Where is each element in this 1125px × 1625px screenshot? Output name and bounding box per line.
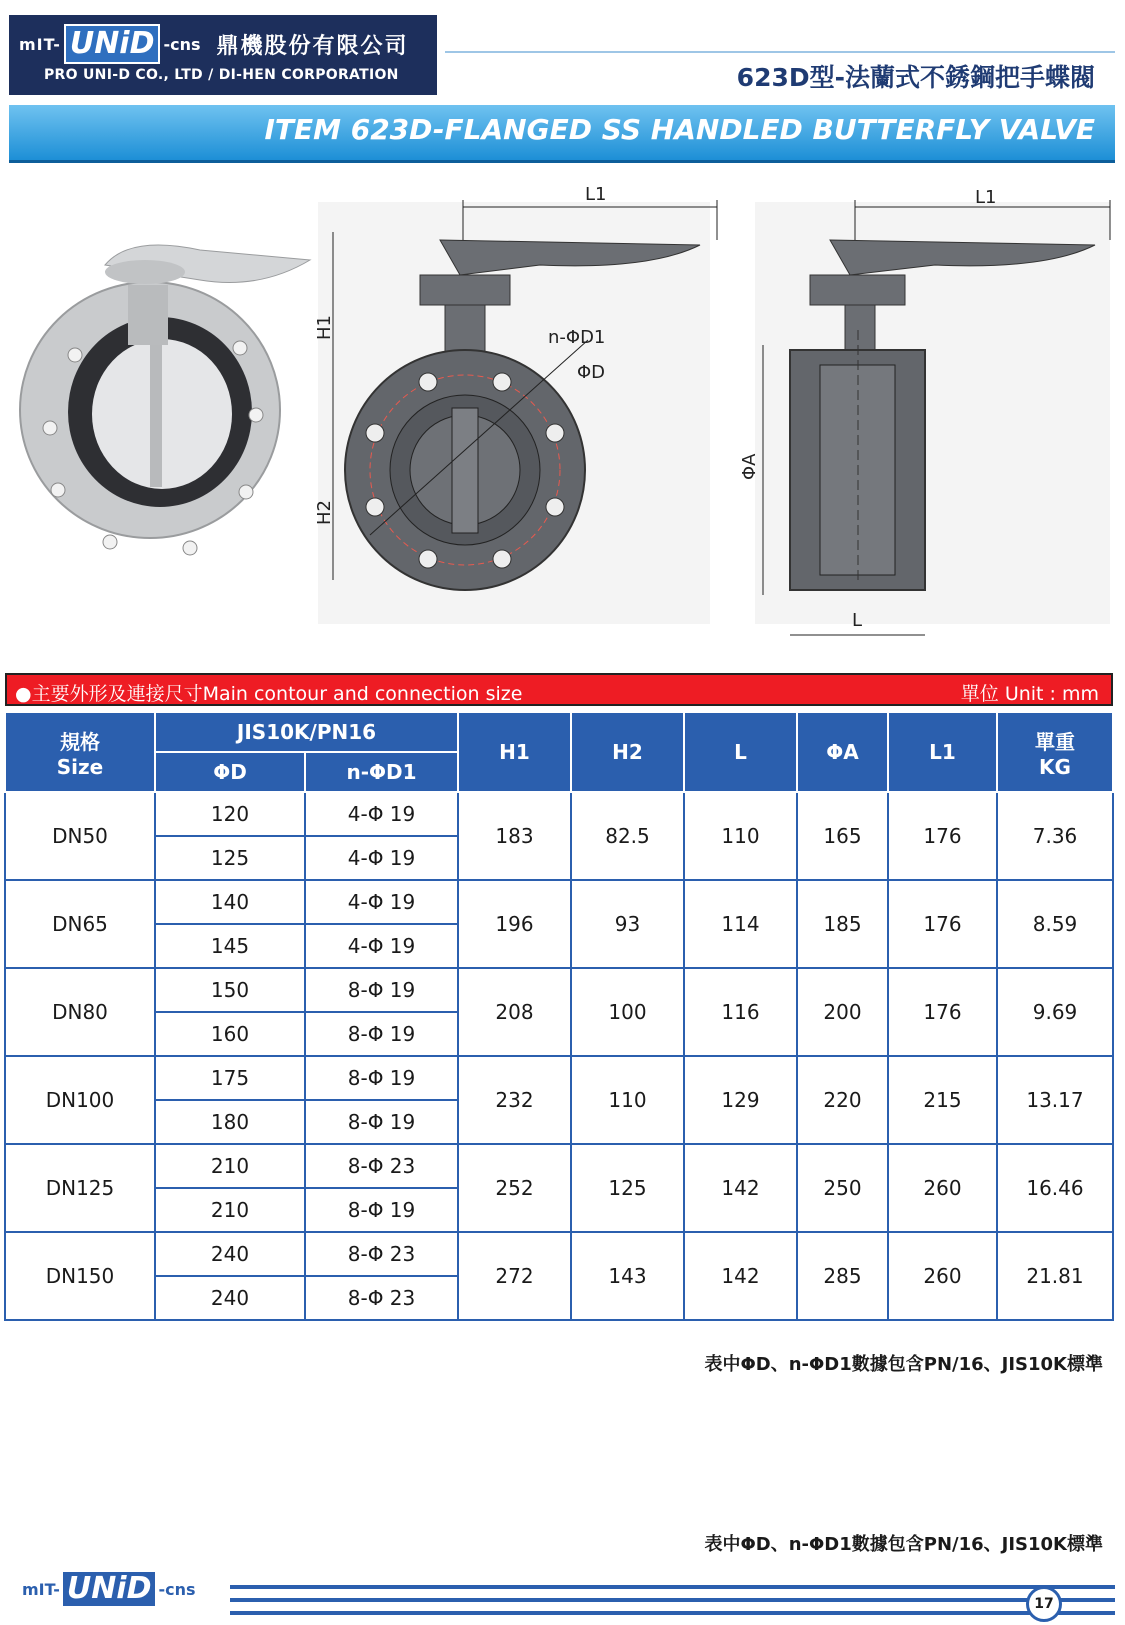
spec-table <box>4 711 1114 1321</box>
cell-l: 114 <box>684 880 797 968</box>
th-size <box>5 712 155 792</box>
page-title-en: ITEM 623D-FLANGED SS HANDLED BUTTERFLY VALVE <box>264 113 1095 146</box>
table-row <box>5 880 1113 924</box>
dim-nd1: n-ΦD1 <box>548 327 606 348</box>
cell-l1: 176 <box>888 880 997 968</box>
section-bar <box>5 673 1113 706</box>
th-h2: H2 <box>571 712 684 792</box>
cell-kg: 16.46 <box>997 1144 1113 1232</box>
cell-size: DN150 <box>5 1232 155 1320</box>
cell-kg: 21.81 <box>997 1232 1113 1320</box>
cell-size: DN65 <box>5 880 155 968</box>
cell-l: 142 <box>684 1232 797 1320</box>
footer-logo-cns: -cns <box>158 1579 196 1599</box>
footer-line-bottom <box>230 1611 1115 1615</box>
cell-a: 200 <box>797 968 888 1056</box>
footer-logo-mit: mIT- <box>22 1579 60 1599</box>
cell-a: 220 <box>797 1056 888 1144</box>
cell-d: 145 <box>155 924 305 968</box>
cell-d: 180 <box>155 1100 305 1144</box>
cell-nd1: 8-Φ 23 <box>305 1232 458 1276</box>
cell-d: 150 <box>155 968 305 1012</box>
company-logo-block <box>9 15 437 95</box>
logo-unid: UNiD <box>64 24 161 64</box>
th-std: JIS10K/PN16 <box>155 712 458 752</box>
company-name-en: PRO UNI-D CO., LTD / DI-HEN CORPORATION <box>44 67 399 83</box>
cell-d: 125 <box>155 836 305 880</box>
cell-d: 240 <box>155 1232 305 1276</box>
cell-h2: 93 <box>571 880 684 968</box>
cell-l: 110 <box>684 792 797 880</box>
cell-h2: 143 <box>571 1232 684 1320</box>
cell-nd1: 4-Φ 19 <box>305 792 458 836</box>
th-nd1: n-ΦD1 <box>305 752 458 792</box>
th-h1: H1 <box>458 712 571 792</box>
cell-d: 160 <box>155 1012 305 1056</box>
th-kg-en: KG <box>1039 754 1071 779</box>
company-name-cn: 鼎機股份有限公司 <box>216 33 409 59</box>
table-note: 表中ΦD、n-ΦD1數據包含PN/16、JIS10K標準 <box>704 1354 1103 1375</box>
cell-kg: 13.17 <box>997 1056 1113 1144</box>
cell-h1: 252 <box>458 1144 571 1232</box>
cell-l1: 215 <box>888 1056 997 1144</box>
dim-l1-front: L1 <box>585 184 607 205</box>
dim-h1: H1 <box>314 315 335 340</box>
table-row <box>5 968 1113 1012</box>
cell-nd1: 8-Φ 19 <box>305 1100 458 1144</box>
logo-mit: mIT- <box>19 34 61 54</box>
cell-h1: 196 <box>458 880 571 968</box>
cell-h1: 232 <box>458 1056 571 1144</box>
cell-a: 165 <box>797 792 888 880</box>
footer-line-top <box>230 1585 1115 1589</box>
cell-a: 250 <box>797 1144 888 1232</box>
company-logo <box>19 24 409 64</box>
section-title: ●主要外形及連接尺寸Main contour and connection size <box>15 683 523 705</box>
th-kg-cn: 單重 <box>1035 729 1075 754</box>
th-d: ΦD <box>155 752 305 792</box>
cell-nd1: 8-Φ 19 <box>305 1056 458 1100</box>
cell-d: 240 <box>155 1276 305 1320</box>
cell-nd1: 8-Φ 19 <box>305 1188 458 1232</box>
cell-kg: 7.36 <box>997 792 1113 880</box>
cell-h1: 208 <box>458 968 571 1056</box>
cell-size: DN100 <box>5 1056 155 1144</box>
product-figures <box>0 180 1125 650</box>
th-a: ΦA <box>797 712 888 792</box>
table-row <box>5 792 1113 836</box>
cell-kg: 8.59 <box>997 880 1113 968</box>
cell-nd1: 8-Φ 23 <box>305 1276 458 1320</box>
cell-size: DN50 <box>5 792 155 880</box>
cell-d: 210 <box>155 1188 305 1232</box>
cell-nd1: 4-Φ 19 <box>305 836 458 880</box>
logo-cns: -cns <box>163 34 201 54</box>
footer-line-mid <box>230 1598 1115 1602</box>
th-size-en: Size <box>56 754 104 779</box>
cell-nd1: 4-Φ 19 <box>305 880 458 924</box>
dim-l1-side: L1 <box>975 187 997 208</box>
cell-l1: 260 <box>888 1144 997 1232</box>
th-kg <box>997 712 1113 792</box>
table-row <box>5 1232 1113 1276</box>
cell-l1: 176 <box>888 792 997 880</box>
page-number: 17 <box>1026 1586 1062 1622</box>
dim-phid: ΦD <box>577 362 606 383</box>
cell-nd1: 8-Φ 19 <box>305 968 458 1012</box>
cell-nd1: 8-Φ 23 <box>305 1144 458 1188</box>
cell-size: DN80 <box>5 968 155 1056</box>
page-title-cn: 623D型-法蘭式不銹鋼把手蝶閥 <box>736 63 1095 92</box>
th-l1: L1 <box>888 712 997 792</box>
cell-h1: 183 <box>458 792 571 880</box>
dim-phia: ΦA <box>739 453 760 480</box>
page-note: 表中ΦD、n-ΦD1數據包含PN/16、JIS10K標準 <box>704 1534 1103 1555</box>
cell-kg: 9.69 <box>997 968 1113 1056</box>
dim-h2: H2 <box>314 500 335 525</box>
front-view-drawing <box>318 200 717 624</box>
cell-d: 140 <box>155 880 305 924</box>
cell-h2: 82.5 <box>571 792 684 880</box>
cell-l: 116 <box>684 968 797 1056</box>
table-row <box>5 1056 1113 1100</box>
cell-h2: 100 <box>571 968 684 1056</box>
cell-nd1: 8-Φ 19 <box>305 1012 458 1056</box>
cell-a: 185 <box>797 880 888 968</box>
valve-photo <box>20 245 310 555</box>
footer-logo <box>22 1572 196 1606</box>
cell-h1: 272 <box>458 1232 571 1320</box>
header-divider <box>445 51 1115 53</box>
title-banner <box>9 105 1115 163</box>
footer-logo-unid: UNiD <box>63 1572 156 1606</box>
cell-d: 175 <box>155 1056 305 1100</box>
cell-nd1: 4-Φ 19 <box>305 924 458 968</box>
cell-a: 285 <box>797 1232 888 1320</box>
section-unit: 單位 Unit : mm <box>960 683 1099 705</box>
product-drawings <box>0 180 1125 650</box>
th-size-cn: 規格 <box>60 729 100 754</box>
cell-l1: 176 <box>888 968 997 1056</box>
th-l: L <box>684 712 797 792</box>
cell-l1: 260 <box>888 1232 997 1320</box>
cell-h2: 110 <box>571 1056 684 1144</box>
table-row <box>5 1144 1113 1188</box>
cell-l: 142 <box>684 1144 797 1232</box>
side-view-drawing <box>755 200 1110 635</box>
cell-d: 120 <box>155 792 305 836</box>
cell-l: 129 <box>684 1056 797 1144</box>
dim-l: L <box>852 610 863 631</box>
cell-d: 210 <box>155 1144 305 1188</box>
cell-h2: 125 <box>571 1144 684 1232</box>
cell-size: DN125 <box>5 1144 155 1232</box>
